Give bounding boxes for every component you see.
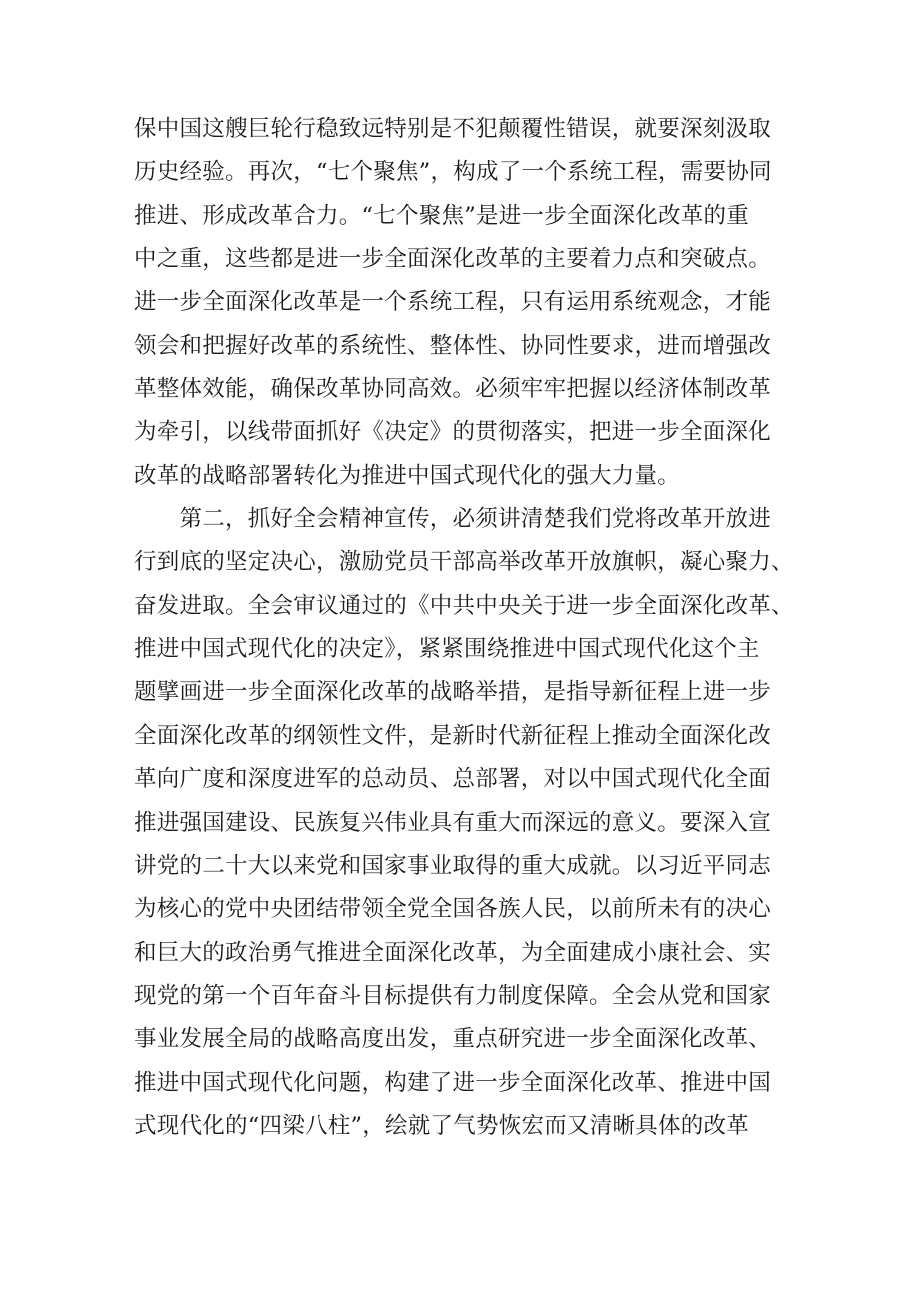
text-line: 推进、形成改革合力。“七个聚焦”是进一步全面深化改革的重 [134,202,750,229]
text-line: 推进强国建设、民族复兴伟业具有重大而深远的意义。要深入宣 [134,809,772,836]
text-line: 推进中国式现代化问题，构建了进一步全面深化改革、推进中国 [134,1069,772,1096]
text-line: 中之重，这些都是进一步全面深化改革的主要着力点和突破点。 [134,246,772,273]
text-line: 第二，抓好全会精神宣传，必须讲清楚我们党将改革开放进 [134,506,772,533]
text-line: 全面深化改革的纲领性文件，是新时代新征程上推动全面深化改 [134,722,772,749]
text-line: 现党的第一个百年奋斗目标提供有力制度保障。全会从党和国家 [134,982,772,1009]
text-line: 进一步全面深化改革是一个系统工程，只有运用系统观念，才能 [134,289,772,316]
text-line: 奋发进取。全会审议通过的《中共中央关于进一步全面深化改革、 [134,592,794,619]
text-line: 讲党的二十大以来党和国家事业取得的重大成就。以习近平同志 [134,852,772,879]
text-line: 式现代化的“四梁八柱”，绘就了气势恢宏而又清晰具体的改革 [134,1112,750,1139]
body-text [134,108,794,1148]
text-line: 历史经验。再次，“七个聚焦”，构成了一个系统工程，需要协同 [134,159,772,186]
text-line: 革向广度和深度进军的总动员、总部署，对以中国式现代化全面 [134,766,772,793]
text-line: 行到底的坚定决心，激励党员干部高举改革开放旗帜，凝心聚力、 [134,549,794,576]
text-line: 题擘画进一步全面深化改革的战略举措，是指导新征程上进一步 [134,679,772,706]
text-line: 和巨大的政治勇气推进全面深化改革，为全面建成小康社会、实 [134,939,772,966]
text-line: 保中国这艘巨轮行稳致远特别是不犯颠覆性错误，就要深刻汲取 [134,116,772,142]
text-line: 推进中国式现代化的决定》，紧紧围绕推进中国式现代化这个主 [134,636,760,663]
text-line: 改革的战略部署转化为推进中国式现代化的强大力量。 [134,462,681,489]
text-line: 事业发展全局的战略高度出发，重点研究进一步全面深化改革、 [134,1026,772,1053]
text-line: 为牵引，以线带面抓好《决定》的贯彻落实，把进一步全面深化 [134,419,772,446]
text-line: 为核心的党中央团结带领全党全国各族人民，以前所未有的决心 [134,896,772,923]
text-line: 革整体效能，确保改革协同高效。必须牢牢把握以经济体制改革 [134,376,772,403]
text-line: 领会和把握好改革的系统性、整体性、协同性要求，进而增强改 [134,332,772,359]
